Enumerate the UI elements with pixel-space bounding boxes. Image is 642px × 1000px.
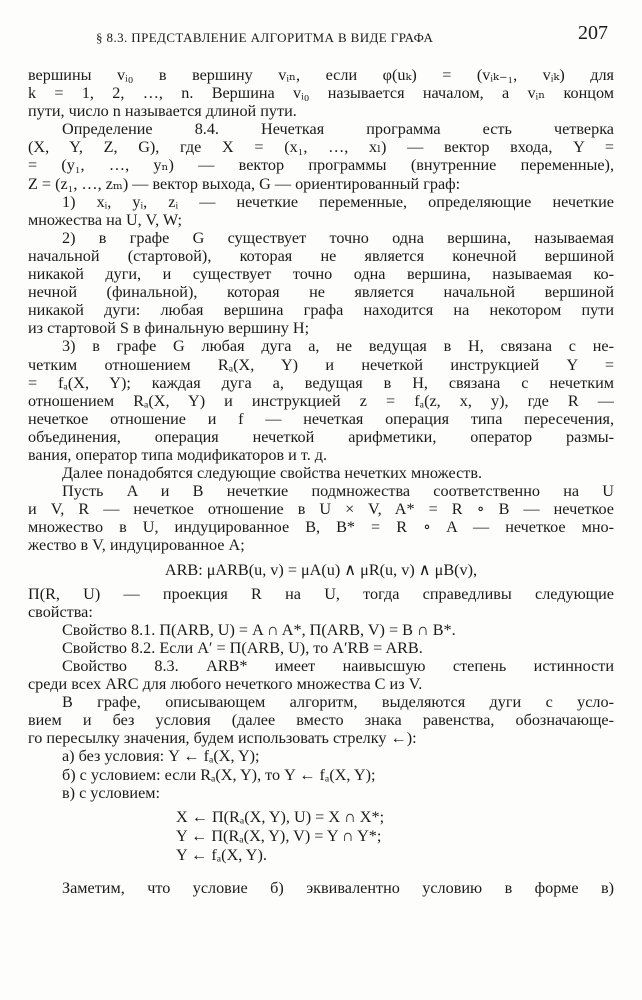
- text-line: жество в V, индуцированное A;: [28, 536, 245, 555]
- formula-x-projection: X ← Π(Rₐ(X, Y), U) = X ∩ X*;: [176, 807, 385, 826]
- text-line: множества на U, V, W;: [28, 210, 183, 229]
- list-item-a: а) без условия: Y ← fₐ(X, Y);: [62, 747, 260, 766]
- text-line: свойства:: [28, 602, 93, 621]
- book-page: [28, 22, 614, 897]
- list-item-3: 3) в графе G любая дуга a, не ведущая в H, связана с не-: [62, 337, 614, 356]
- text-line: множество в U, индуцированное B, B* = R ∘ A — нечеткое мно-: [28, 518, 614, 537]
- text-line: нечеткое отношение и f — нечеткая операция типа пересечения,: [28, 409, 614, 428]
- page-number: 207: [578, 22, 608, 44]
- text-line: и V, R — нечеткое отношение в U × V, A* = R ∘ B — нечеткое: [28, 500, 614, 519]
- text-line: (X, Y, Z, G), где X = (x₁, …, xₗ) — вектор входа, Y =: [28, 138, 614, 157]
- text-line: = (y₁, …, yₙ) — вектор программы (внутренние переменные),: [28, 156, 614, 175]
- text-line: никакой дуги, и существует точно одна вершина, называемая ко-: [28, 265, 614, 284]
- text-line: из стартовой S в финальную вершину H;: [28, 319, 310, 338]
- text-line: В графе, описывающем алгоритм, выделяются дуги с усло-: [62, 693, 614, 712]
- running-header: [28, 22, 614, 56]
- text-line: Z = (z₁, …, zₘ) — вектор выхода, G — ориентированный граф:: [28, 174, 461, 193]
- text-line: объединения, операция нечеткой арифметики, оператор размы-: [28, 427, 614, 446]
- text-line: Далее понадобятся следующие свойства нечетких множеств.: [62, 464, 483, 483]
- running-title: § 8.3. ПРЕДСТАВЛЕНИЕ АЛГОРИТМА В ВИДЕ ГРАФА: [96, 30, 434, 45]
- text-line: никакой дуги: любая вершина графа находится на некотором пути: [28, 301, 614, 320]
- text-line: вания, оператор типа модификаторов и т. д.: [28, 445, 328, 464]
- formula-y-instruction: Y ← fₐ(X, Y).: [176, 845, 267, 864]
- text-line: среди всех ARC для любого нечеткого множества C из V.: [28, 675, 423, 694]
- list-item-b: б) с условием: если Rₐ(X, Y), то Y ← fₐ(X, Y);: [62, 765, 376, 784]
- text-line: пути, число n называется длиной пути.: [28, 102, 297, 121]
- list-item-c: в) с условием:: [62, 783, 160, 802]
- text-line: четким отношением Rₐ(X, Y) и нечеткой инструкцией Y =: [28, 355, 614, 374]
- text-line: вием и без условия (далее вместо знака равенства, обозначающе-: [28, 711, 614, 730]
- property-8-2: Свойство 8.2. Если A′ = Π(ARB, U), то A′RB = ARB.: [62, 638, 423, 657]
- text-line: нечной (финальной), которая не является начальной вершиной: [28, 283, 614, 302]
- page-body: [28, 66, 614, 897]
- formula-arb: ARB: μARB(u, v) = μA(u) ∧ μR(u, v) ∧ μB(v),: [164, 560, 478, 579]
- text-line: Заметим, что условие б) эквивалентно условию в форме в): [62, 878, 614, 897]
- property-8-1: Свойство 8.1. Π(ARB, U) = A ∩ A*, Π(ARB, V) = B ∩ B*.: [62, 620, 456, 639]
- text-line: = fₐ(X, Y); каждая дуга a, ведущая в H, связана с нечетким: [28, 373, 614, 392]
- text-line: отношением Rₐ(X, Y) и инструкцией z = fₐ(z, x, y), где R —: [28, 391, 614, 410]
- list-item-2: 2) в графе G существует точно одна вершина, называемая: [62, 228, 614, 247]
- property-8-3: Свойство 8.3. ARB* имеет наивысшую степень истинности: [62, 657, 614, 675]
- text-line: k = 1, 2, …, n. Вершина vᵢ₀ называется началом, а vᵢₙ концом: [28, 84, 614, 103]
- text-line: начальной (стартовой), которая не является конечной вершиной: [28, 246, 614, 265]
- definition-heading: Определение 8.4. Нечеткая программа есть четверка: [62, 120, 614, 139]
- list-item-1: 1) xᵢ, yᵢ, zᵢ — нечеткие переменные, определяющие нечеткие: [62, 192, 614, 211]
- formula-y-projection: Y ← Π(Rₐ(X, Y), V) = Y ∩ Y*;: [176, 826, 382, 845]
- text-line: го пересылку значения, будем использовать стрелку ←):: [28, 729, 417, 748]
- text-line: вершины vᵢ₀ в вершину vᵢₙ, если φ(uₖ) = (vᵢₖ₋₁, vᵢₖ) для: [28, 66, 614, 84]
- text-line: Π(R, U) — проекция R на U, тогда справедливы следующие: [28, 584, 614, 603]
- text-line: Пусть A и B нечеткие подмножества соответственно на U: [62, 482, 614, 501]
